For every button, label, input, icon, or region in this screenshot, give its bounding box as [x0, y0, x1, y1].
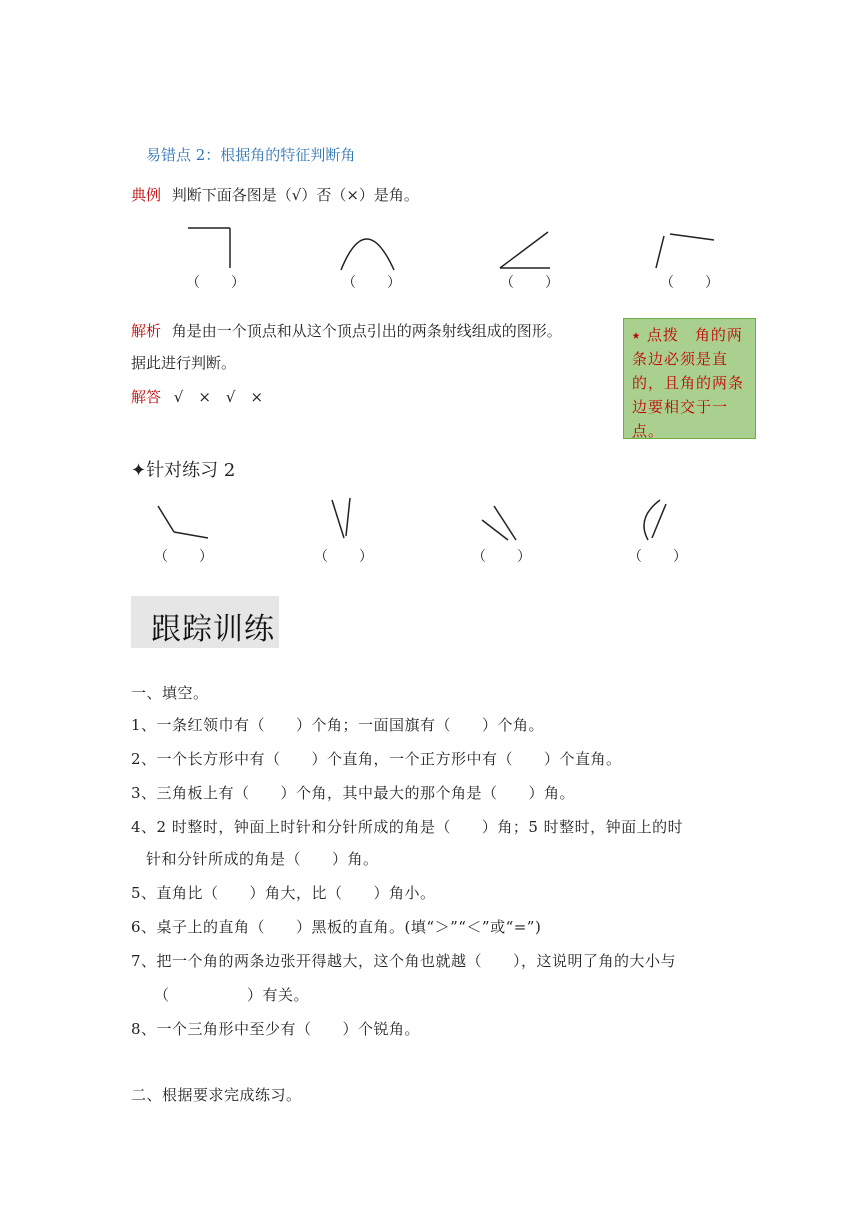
- example-label: 典例: [131, 186, 162, 204]
- part1-heading: 一、填空。: [131, 684, 209, 702]
- example-question: 判断下面各图是（√）否（×）是角。: [171, 186, 419, 204]
- question-6: 6、桌子上的直角（ ）黑板的直角。(填“＞”“＜”或“=”): [131, 918, 542, 936]
- figure-open-lines: [652, 230, 718, 272]
- analysis-label: 解析: [131, 322, 162, 340]
- answer-label: 解答: [131, 388, 162, 406]
- analysis-line-1: [131, 320, 562, 341]
- question-5: 5、直角比（ ）角大，比（ ）角小。: [131, 884, 436, 902]
- analysis-text-1: 角是由一个顶点和从这个顶点引出的两条射线组成的图形。: [171, 322, 562, 340]
- question-8: 8、一个三角形中至少有（ ）个锐角。: [131, 1020, 421, 1038]
- practice-blank-2[interactable]: （ ）: [314, 549, 374, 565]
- practice-figure-2: [326, 496, 356, 544]
- example-blank-4[interactable]: （ ）: [660, 275, 720, 291]
- example-blank-2[interactable]: （ ）: [342, 275, 402, 291]
- practice-heading: [131, 456, 235, 482]
- question-3: 3、三角板上有（ ）个角，其中最大的那个角是（ ）角。: [131, 784, 576, 802]
- practice-figure-4: [634, 496, 674, 544]
- answer-marks: √ × √ ×: [173, 388, 264, 406]
- example-blank-1[interactable]: （ ）: [186, 275, 246, 291]
- example-line: [131, 184, 419, 205]
- figure-corner-lines: [186, 226, 236, 270]
- sparkle-icon: ✦: [131, 460, 147, 481]
- figure-angle: [498, 230, 554, 272]
- tip-box: ⭑ 点拨 角的两条边必须是直的，且角的两条边要相交于一点。: [623, 318, 756, 439]
- practice-title: 针对练习 2: [146, 460, 236, 481]
- question-7-line-1: 7、把一个角的两条边张开得越大，这个角也就越（ ），这说明了角的大小与: [131, 952, 677, 970]
- practice-blank-3[interactable]: （ ）: [472, 549, 532, 565]
- question-1: 1、一条红领巾有（ ）个角；一面国旗有（ ）个角。: [131, 716, 545, 734]
- part2-heading: 二、根据要求完成练习。: [131, 1086, 302, 1104]
- question-7-line-2: （ ）有关。: [154, 986, 310, 1004]
- figure-curve: [338, 226, 398, 272]
- practice-blank-1[interactable]: （ ）: [154, 549, 214, 565]
- analysis-text-2: 据此进行判断。: [131, 354, 237, 372]
- practice-blank-4[interactable]: （ ）: [628, 549, 688, 565]
- tracking-title: 跟踪训练: [151, 612, 275, 647]
- practice-figure-3: [478, 502, 522, 544]
- question-2: 2、一个长方形中有（ ）个直角，一个正方形中有（ ）个直角。: [131, 750, 622, 768]
- section-title: 易错点 2：根据角的特征判断角: [146, 146, 356, 164]
- practice-figure-1: [154, 502, 212, 542]
- question-4-line-2: 针和分针所成的角是（ ）角。: [146, 850, 379, 868]
- answer-line: [131, 386, 263, 407]
- tracking-title-bar: [131, 596, 279, 648]
- question-4-line-1: 4、2 时整时，钟面上时针和分针所成的角是（ ）角；5 时整时，钟面上的时: [131, 818, 684, 836]
- example-blank-3[interactable]: （ ）: [500, 275, 560, 291]
